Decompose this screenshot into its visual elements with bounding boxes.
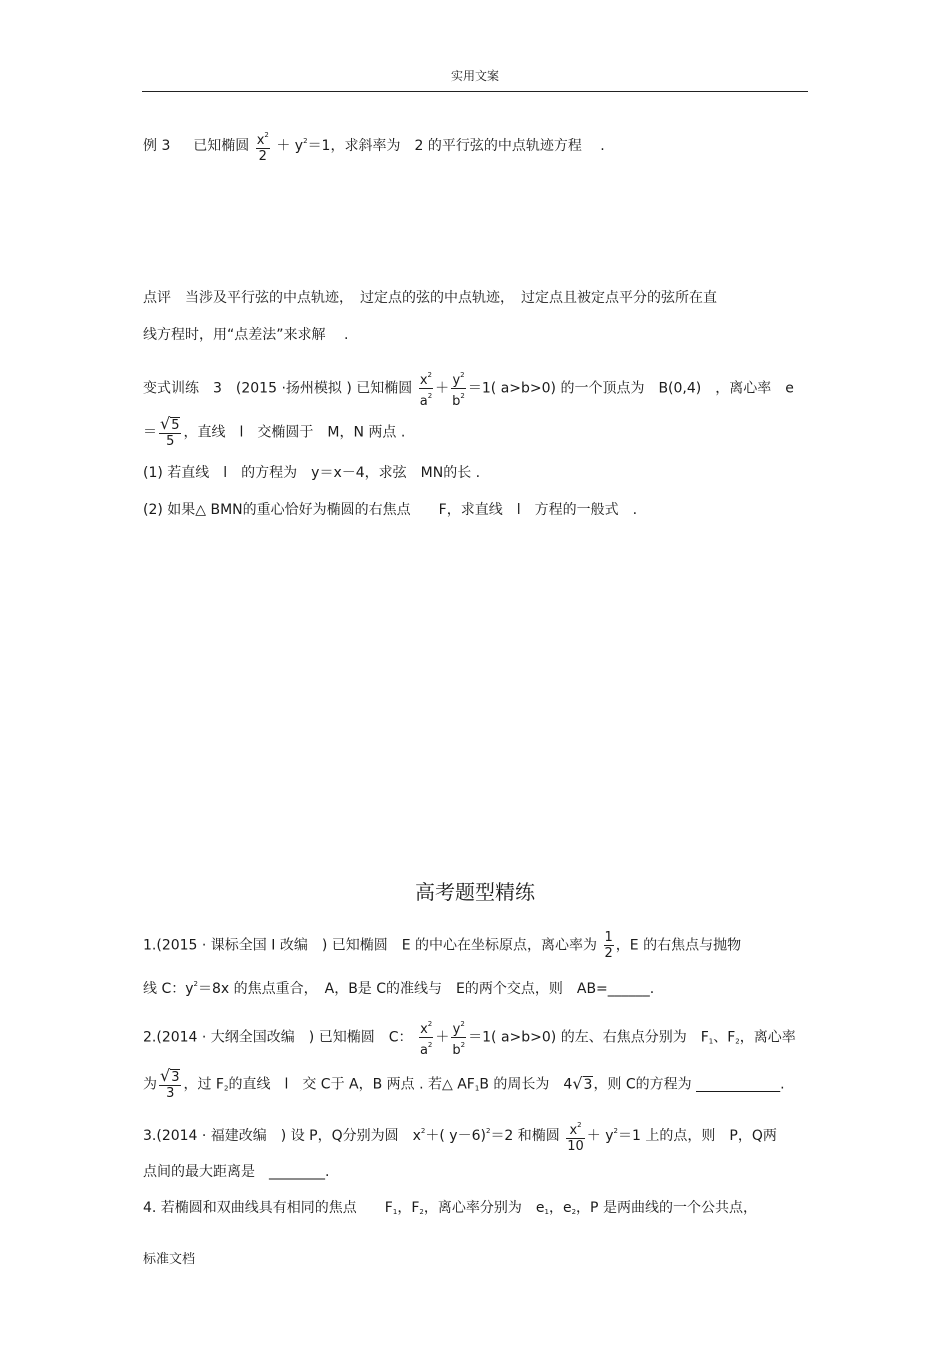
- problem-2-line-2: 为 $\frac{√3}{3}$ ，过 $F_2$的直线 l 交 C于 A，B 两点 . 若△ $AF_1B$ 的周长为 4√3，则 C的方程为 ____________.: [143, 1066, 785, 1101]
- example-text-post: ＝1，求斜率为 2 的平行弦的中点轨迹方程 .: [307, 138, 605, 154]
- page-footer: 标准文档: [143, 1252, 196, 1267]
- header-divider: [142, 91, 808, 92]
- example-text-pre: 已知椭圆: [193, 138, 250, 154]
- question-2: (2) 如果△ BMN的重心恰好为椭圆的右焦点 F，求直线 l 方程的一般式 .: [143, 502, 638, 518]
- problem-2-line-1: 2.(2014 · 大纲全国改编 ) 已知椭圆 C： $\frac{x^2}{a^2}$ ＋ $\frac{y^2}{b^2}$ ＝1( a>b>0) 的左、右焦点分别为 $F_1$、$F_2$，离心率: [143, 1017, 796, 1058]
- problem-1-line-1: 1.(2015 · 课标全国 I 改编 ) 已知椭圆 E 的中心在坐标原点，离心率为 $\frac{1}{2}$ ，E 的右焦点与抛物: [143, 930, 742, 961]
- example-label: 例 3: [143, 138, 171, 154]
- problem-4-line-1: 4. 若椭圆和双曲线具有相同的焦点 $F_1$，$F_2$，离心率分别为 $e_1$，$e_2$，P 是两曲线的一个公共点，: [143, 1200, 757, 1216]
- fraction-sqrt3-over-3: $\frac{√3}{3}$: [160, 1066, 180, 1101]
- fraction-x2-over-10: $\frac{x^2}{10}$: [566, 1118, 585, 1154]
- fraction-sqrt5-over-5: $\frac{√5}{5}$: [160, 414, 180, 449]
- page-header-title: 实用文案: [450, 69, 499, 83]
- section-title: 高考题型精练: [415, 880, 535, 904]
- problem-3-line-2: 点间的最大距离是 ________.: [143, 1164, 330, 1180]
- problem-1-line-2: 线 C：$y^2=8x$ 的焦点重合， A，B是 C的准线与 E的两个交点，则 AB=______.: [143, 980, 655, 997]
- variant-line-1: 变式训练 3 (2015 ·扬州模拟 ) 已知椭圆 $\frac{x^2}{a^2}$ ＋ $\frac{y^2}{b^2}$ ＝1( a>b>0) 的一个顶点为 B(0,4) ，离心率 e: [143, 368, 794, 409]
- problem-3-line-1: 3.(2014 · 福建改编 ) 设 P，Q分别为圆 $x^2+$( y－6)$^2$＝2 和椭圆 $\frac{x^2}{10}$ ＋ $y^2=1$ 上的点，则 P，Q两: [143, 1118, 777, 1154]
- fraction-x2-over-a2: $\frac{x^2}{a^2}$: [419, 1017, 433, 1058]
- comment-line-2: 线方程时，用“点差法”来求解 .: [143, 327, 349, 343]
- variant-text-pre: 变式训练 3 (2015 ·扬州模拟 ) 已知椭圆: [143, 380, 413, 397]
- variant-line-2: ＝ $\frac{√5}{5}$ ，直线 l 交椭圆于 M，N 两点 .: [143, 414, 406, 449]
- example-3-line: 例 3 已知椭圆 $\frac{x^2}{2}$ ＋ $y^2=1$，求斜率为 2 的平行弦的中点轨迹方程 .: [143, 128, 605, 164]
- fraction-1-over-2: $\frac{1}{2}$: [604, 930, 613, 961]
- fraction-x2-over-2: $\frac{x^2}{2}$: [256, 128, 270, 164]
- variant-text-post2: ，直线 l 交椭圆于 M，N 两点 .: [183, 424, 406, 441]
- fraction-y2-over-b2: $\frac{y^2}{b^2}$: [451, 368, 466, 409]
- comment-line-1: 点评 当涉及平行弦的中点轨迹， 过定点的弦的中点轨迹， 过定点且被定点平分的弦所在直: [143, 290, 717, 306]
- question-1: (1) 若直线 l 的方程为 y＝x－4，求弦 MN的长 .: [143, 465, 481, 481]
- variant-text-post: ＝1( a>b>0) 的一个顶点为 B(0,4) ，离心率 e: [467, 380, 794, 397]
- example-text-mid: ＋ y: [276, 138, 304, 154]
- fraction-y2-over-b2: $\frac{y^2}{b^2}$: [451, 1017, 466, 1058]
- fraction-x2-over-a2: $\frac{x^2}{a^2}$: [419, 368, 433, 409]
